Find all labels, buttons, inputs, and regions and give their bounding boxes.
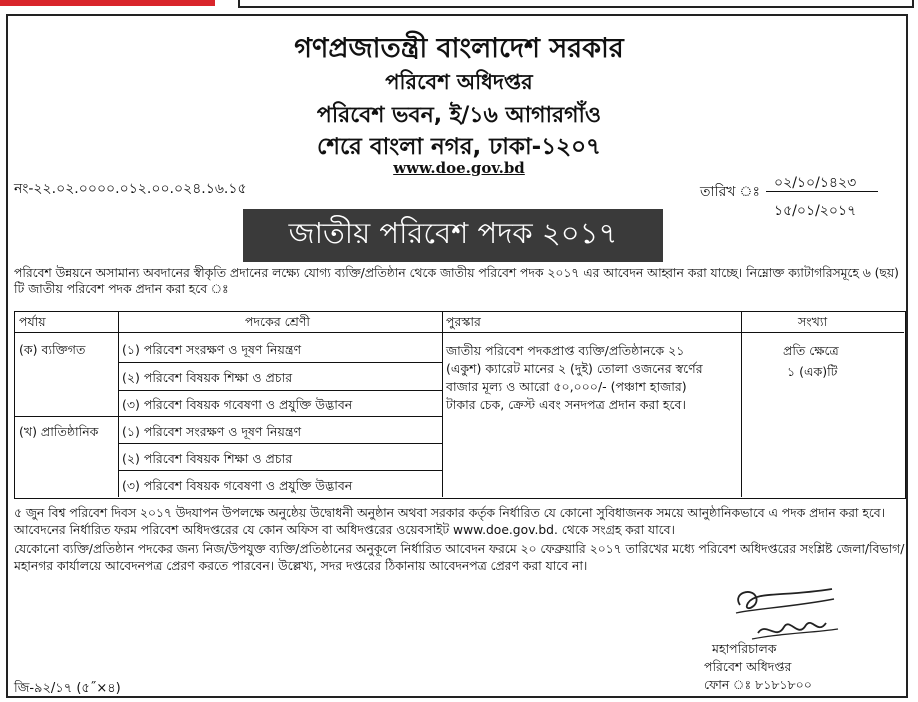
publication-code: জি-৯২/১৭ (৫˝×৪): [14, 681, 121, 696]
signatory-title: মহাপরিচালক: [712, 641, 777, 656]
award-description-line: জাতীয় পরিবেশ পদকপ্রাপ্ত ব্যক্তি/প্রতিষ্ঠানকে ২১: [446, 343, 685, 358]
table-row: (২) পরিবেশ বিষয়ক শিক্ষা ও প্রচার: [122, 451, 293, 466]
table-col-divider: [741, 312, 742, 497]
address-line-1: পরিবেশ ভবন, ই/১৬ আগারগাঁও: [316, 103, 602, 128]
table-header-count: সংখ্যা: [798, 314, 828, 329]
award-description-line: টাকার চেক, ক্রেস্ট এবং সনদপত্র প্রদান করা হবে।: [446, 397, 686, 412]
award-table: [14, 311, 906, 499]
intro-paragraph: পরিবেশ উন্নয়নে অসামান্য অবদানের স্বীকৃতি প্রদানের লক্ষ্যে যোগ্য ব্যক্তি/প্রতিষ্ঠান থেকে জাতীয় পরিবেশ পদক ২০১৭ এর আবেদন আহ্বান করা যাচ্ছে। নিম্নোক্ত ক্যাটাগরিসমূহে ৬ (ছয়) টি জাতীয় পরিবেশ পদক প্রদান করা হবে ঃ: [14, 266, 899, 296]
address-line-2: শেরে বাংলা নগর, ঢাকা-১২০৭: [317, 134, 601, 160]
award-count-label: প্রতি ক্ষেত্রে: [783, 343, 839, 358]
signatory-phone: ফোন ঃ ৮১৮১৮০০: [704, 677, 812, 692]
top-border-box: [238, 0, 914, 8]
department-title: পরিবেশ অধিদপ্তর: [385, 70, 533, 94]
award-description-line: বাজার মূল্য ও আরো ৫০,০০০/- (পঞ্চাশ হাজার): [446, 379, 687, 394]
award-count-value: ১ (এক)টি: [787, 364, 838, 379]
signatory-office: পরিবেশ অধিদপ্তর: [704, 659, 792, 674]
table-row: (১) পরিবেশ সংরক্ষণ ও দূষণ নিয়ন্ত্রণ: [122, 342, 302, 357]
table-header-category: পদকের শ্রেণী: [245, 314, 310, 329]
website-link[interactable]: www.doe.gov.bd: [393, 159, 525, 177]
signature-block: [704, 640, 812, 694]
table-row-divider: [118, 362, 442, 363]
table-level-individual: (ক) ব্যক্তিগত: [19, 342, 86, 357]
table-col-divider: [442, 312, 443, 497]
award-banner: [246, 212, 660, 259]
application-paragraph: যেকোনো ব্যক্তি/প্রতিষ্ঠান পদকের জন্য নিজ/উপযুক্ত ব্যক্তি/প্রতিষ্ঠানের অনুকূলে নির্ধারিত আবেদন ফরমে ২০ ফেব্রুয়ারি ২০১৭ তারিখের মধ্যে পরিবেশ অধিদপ্তরের সংশ্লিষ্ট জেলা/বিভাগ/মহানগর কার্যালয়ে আবেদনপত্র প্রেরণ করতে পারবেন। উল্লেখ্য, সদর দপ্তরের ঠিকানায় আবেদনপত্র প্রেরণ করা যাবে না।: [14, 542, 905, 573]
table-level-institutional: (খ) প্রাতিষ্ঠানিক: [19, 424, 99, 439]
table-row-divider: [118, 390, 442, 391]
table-row: (২) পরিবেশ বিষয়ক শিক্ষা ও প্রচার: [122, 370, 293, 385]
award-description-line: (একুশ) ক্যারেট মানের ২ (দুই) তোলা ওজনের স্বর্ণের: [446, 361, 703, 376]
memo-number: নং-২২.০২.০০০০.০১২.০০.০২৪.১৬.১৫: [14, 181, 247, 197]
date-english: ১৫/০১/২০১৭: [774, 203, 857, 219]
table-header-level: পর্যায়: [19, 314, 46, 329]
date-bangla: ০২/১০/১৪২৩: [774, 175, 857, 191]
table-row: (১) পরিবেশ সংরক্ষণ ও দূষণ নিয়ন্ত্রণ: [122, 424, 302, 439]
top-color-strip: [0, 0, 215, 6]
table-header-award: পুরস্কার: [446, 314, 481, 329]
date-label: তারিখ ঃ: [700, 184, 760, 200]
table-row: (৩) পরিবেশ বিষয়ক গবেষণা ও প্রযুক্তি উদ্ভাবন: [122, 397, 353, 412]
award-banner-title: জাতীয় পরিবেশ পদক ২০১৭: [288, 216, 618, 250]
date-divider: [766, 191, 878, 192]
table-row: (৩) পরিবেশ বিষয়ক গবেষণা ও প্রযুক্তি উদ্ভাবন: [122, 478, 353, 493]
government-title: গণপ্রজাতন্ত্রী বাংলাদেশ সরকার: [294, 33, 624, 64]
ceremony-paragraph: ৫ জুন বিশ্ব পরিবেশ দিবস ২০১৭ উদযাপন উপলক্ষে অনুষ্ঠেয় উদ্বোধনী অনুষ্ঠান অথবা সরকার কর্তৃক নির্ধারিত যে কোনো সুবিধাজনক সময়ে আনুষ্ঠানিকভাবে এ পদক প্রদান করা হবে। আবেদনের নির্ধারিত ফরম পরিবেশ অধিদপ্তরের যে কোন অফিস বা অধিদপ্তরের ওয়েবসাইট www.doe.gov.bd. থেকে সংগ্রহ করা যাবে।: [14, 506, 886, 537]
